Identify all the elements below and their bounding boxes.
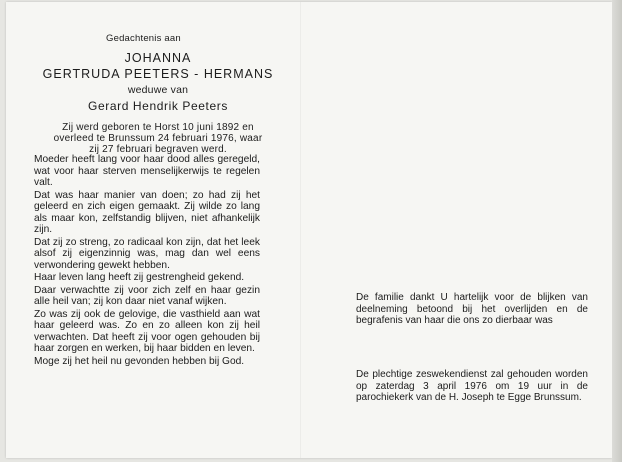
paragraph: Zo was zij ook de gelovige, die vasthield aan wat haar geleerd was. Zo en zo alleen kon zij heil verwachten. Dat heeft zij voor ogen gehouden bij haar zorgen en werken, bij haar bidden en leven. [34, 308, 260, 354]
paragraph: Daar verwachtte zij voor zich zelf en haar gezin alle heil van; zij kon daar niet vanaf wijken. [34, 284, 260, 307]
paragraph: Moeder heeft lang voor haar dood alles geregeld, wat voor haar sterven menselijkerwijs te regelen valt. [34, 154, 260, 188]
birth-death-line-3: zij 27 februari begraven werd. [89, 144, 227, 155]
widow-of-label: weduwe van [127, 84, 189, 96]
husband-name: Gerard Hendrik Peeters [88, 99, 228, 113]
service-text: De plechtige zeswekendienst zal gehouden worden op zaterdag 3 april 1976 om 19 uur in de parochiekerk van de H. Joseph te Egge Brunssum. [356, 369, 588, 403]
paragraph: Moge zij het heil nu gevonden hebben bij God. [34, 355, 245, 367]
deceased-first-name: JOHANNA [124, 51, 192, 65]
service-block [356, 369, 588, 404]
birth-death-line-2: overleed te Brunssum 24 februari 1976, waar [53, 133, 263, 144]
deceased-full-name: GERTRUDA PEETERS - HERMANS [42, 67, 274, 81]
intro-text: Gedachtenis aan [106, 33, 181, 44]
paragraph: Dat was haar manier van doen; zo had zij het geleerd en zich eigen gemaakt. Zij wilde zo lang als maar kon, zelfstandig blijven, niet afhankelijk zijn. [34, 189, 260, 235]
memorial-text [34, 154, 260, 368]
thanks-block [356, 292, 588, 327]
paragraph: Dat zij zo streng, zo radicaal kon zijn, dat het leek alsof zij eigenzinnig was, mag dan wel eens verwondering gewekt hebben. [34, 236, 260, 271]
paragraph: Haar leven lang heeft zij gestrengheid gekend. [34, 272, 245, 283]
scan-edge [612, 0, 622, 462]
thanks-text: De familie dankt U hartelijk voor de blijken van deelneming betoond bij het overlijden en de begrafenis van haar die ons zo dierbaar was [356, 292, 588, 326]
card-fold [300, 2, 301, 458]
birth-death-line-1: Zij werd geboren te Horst 10 juni 1892 en [62, 122, 254, 133]
